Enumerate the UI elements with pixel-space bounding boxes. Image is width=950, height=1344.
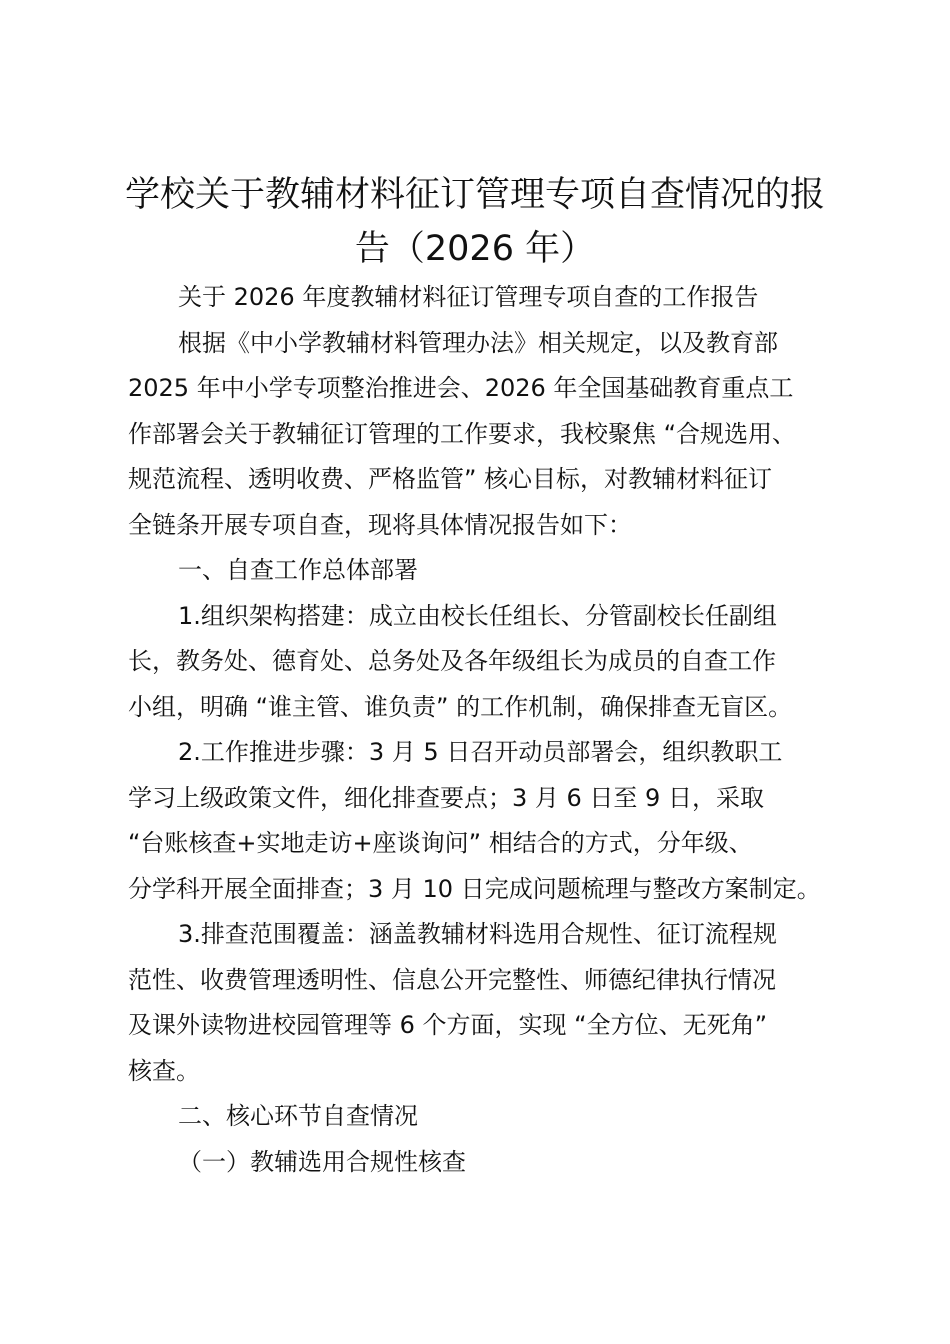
paragraph-line: 2.工作推进步骤：3 月 5 日召开动员部署会，组织教职工	[178, 738, 783, 766]
paragraph-line: 分学科开展全面排查；3 月 10 日完成问题梳理与整改方案制定。	[128, 874, 821, 903]
paragraph-line: 学习上级政策文件，细化排查要点；3 月 6 日至 9 日，采取	[128, 783, 764, 812]
paragraph-line: 2025 年中小学专项整治推进会、2026 年全国基础教育重点工	[128, 374, 794, 402]
paragraph-line: 作部署会关于教辅征订管理的工作要求，我校聚焦 “合规选用、	[128, 419, 797, 448]
paragraph-line: 规范流程、透明收费、严格监管” 核心目标，对教辅材料征订	[128, 465, 773, 493]
paragraph-line: 及课外读物进校园管理等 6 个方面，实现 “全方位、无死角”	[128, 1011, 768, 1039]
paragraph-line: 小组，明确 “谁主管、谁负责” 的工作机制，确保排查无盲区。	[128, 692, 793, 721]
paragraph-line: 全链条开展专项自查，现将具体情况报告如下：	[128, 510, 632, 539]
paragraph-line: 二、核心环节自查情况	[178, 1102, 418, 1130]
paragraph-line: （一）教辅选用合规性核查	[178, 1147, 466, 1176]
paragraph-line: 长，教务处、德育处、总务处及各年级组长为成员的自查工作	[128, 647, 776, 675]
paragraph-line: 核查。	[128, 1056, 200, 1085]
title-line-2: 告（2026 年）	[354, 229, 596, 269]
title-line-1: 学校关于教辅材料征订管理专项自查情况的报	[124, 175, 825, 215]
paragraph-line: 范性、收费管理透明性、信息公开完整性、师德纪律执行情况	[128, 965, 776, 994]
paragraph-line: “台账核查+实地走访+座谈询问” 相结合的方式，分年级、	[128, 829, 753, 857]
paragraph-line: 关于 2026 年度教辅材料征订管理专项自查的工作报告	[178, 283, 759, 311]
paragraph-line: 一、自查工作总体部署	[178, 556, 418, 584]
paragraph-line: 根据《中小学教辅材料管理办法》相关规定，以及教育部	[178, 328, 778, 357]
paragraph-line: 3.排查范围覆盖：涵盖教辅材料选用合规性、征订流程规	[178, 920, 777, 948]
paragraph-line: 1.组织架构搭建：成立由校长任组长、分管副校长任副组	[178, 601, 777, 630]
